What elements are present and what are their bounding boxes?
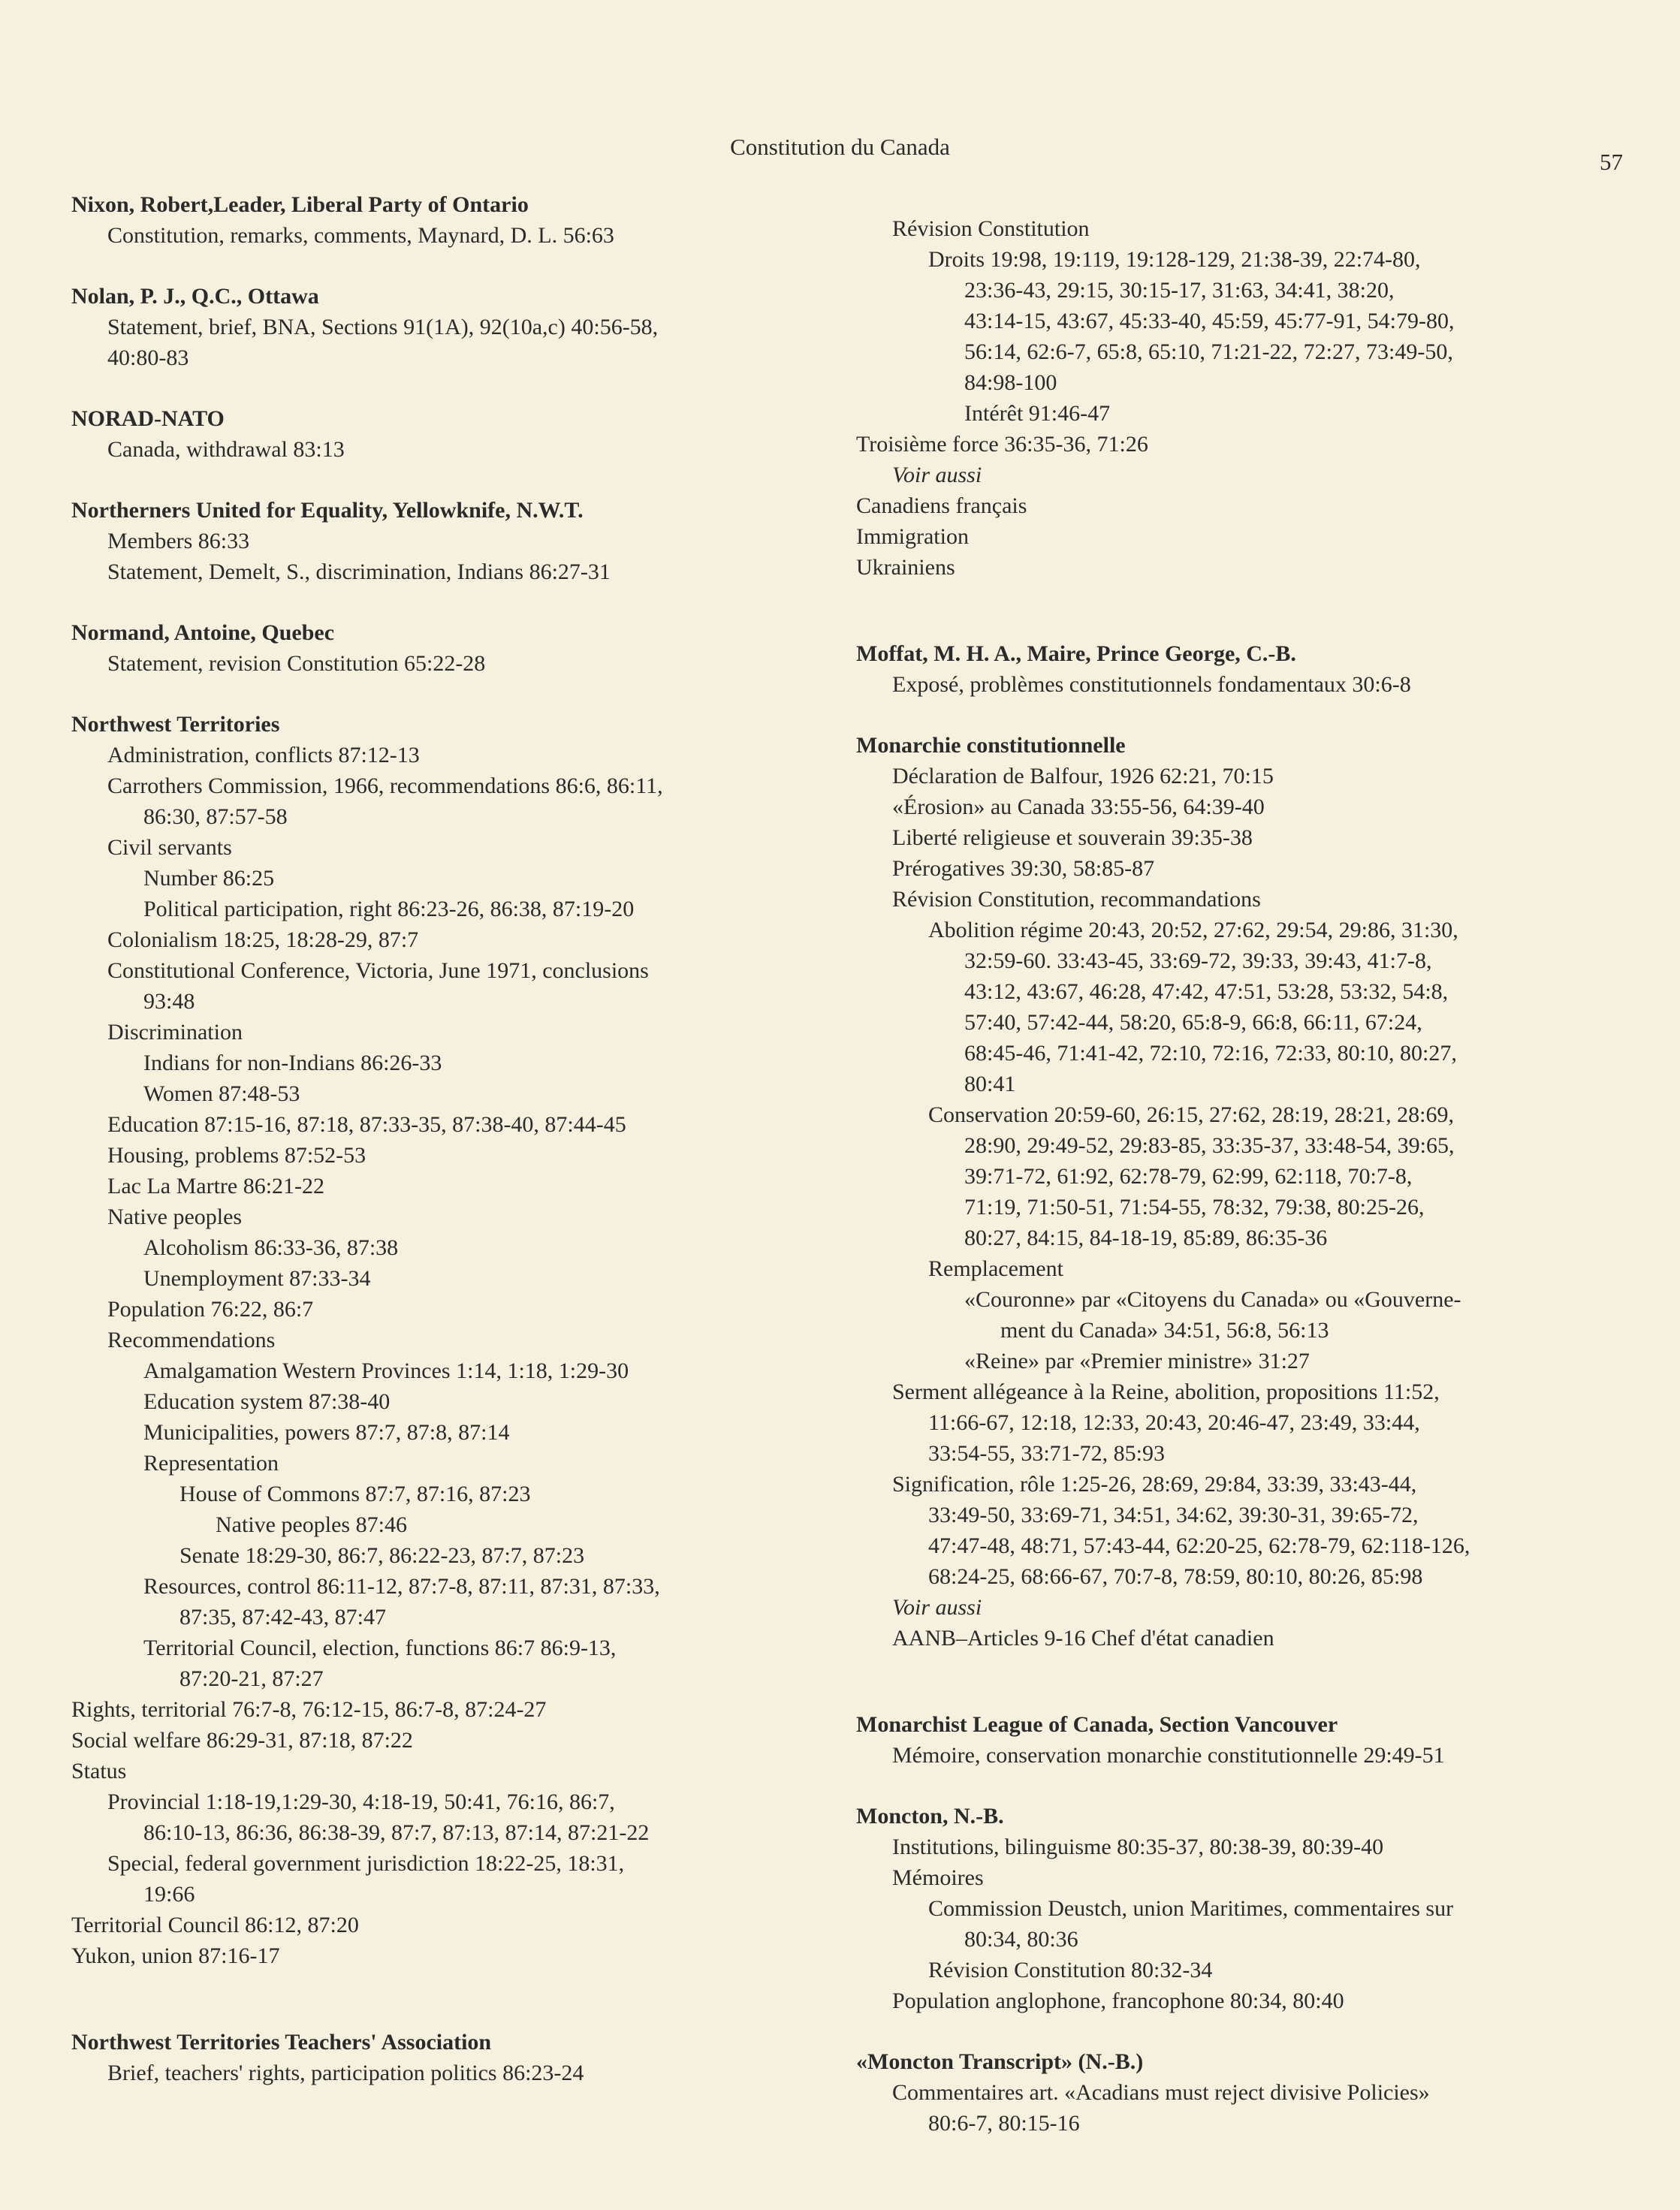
entry-subline: Unemployment 87:33-34 (143, 1266, 371, 1291)
entry-line-continued: 68:45-46, 71:41-42, 72:10, 72:16, 72:33, 80:10, 80:27, (964, 1041, 1457, 1066)
entry-line-continued: 43:14-15, 43:67, 45:33-40, 45:59, 45:77-91, 54:79-80, (964, 309, 1455, 333)
see-also-item: AANB–Articles 9-16 Chef d'état canadien (892, 1626, 1274, 1651)
entry-line: Colonialism 18:25, 18:28-29, 87:7 (107, 927, 419, 952)
index-entry-northwest-territories (71, 709, 860, 1971)
entry-line: Révision Constitution, recommandations (892, 887, 1261, 912)
entry-line: Canada, withdrawal 83:13 (107, 437, 345, 462)
entry-subsubline: «Reine» par «Premier ministre» 31:27 (964, 1349, 1310, 1373)
index-entry-norad (71, 403, 860, 465)
index-entry-northerners (71, 495, 860, 587)
running-head: Constitution du Canada (730, 134, 950, 160)
page-number: 57 (1600, 149, 1623, 175)
entry-line-continued: 19:66 (143, 1882, 195, 1907)
entry-heading: Nolan, P. J., Q.C., Ottawa (71, 284, 319, 309)
index-entry-moncton-transcript (856, 2046, 1652, 2139)
left-column (71, 189, 860, 2118)
entry-line: Mémoire, conservation monarchie constitutionnelle 29:49-51 (892, 1743, 1445, 1768)
index-entry-revision-continued (856, 213, 1652, 583)
entry-subline: Amalgamation Western Provinces 1:14, 1:18, 1:29-30 (143, 1358, 629, 1383)
entry-subline: Resources, control 86:11-12, 87:7-8, 87:11, 87:31, 87:33, (143, 1574, 660, 1599)
index-entry-monarchie (856, 730, 1652, 1654)
right-column (856, 213, 1652, 2169)
entry-line: Exposé, problèmes constitutionnels fondamentaux 30:6-8 (892, 672, 1411, 697)
entry-line-continued: 80:41 (964, 1072, 1016, 1096)
entry-line: «Érosion» au Canada 33:55-56, 64:39-40 (892, 794, 1265, 819)
entry-line: Commentaires art. «Acadians must reject divisive Policies» (892, 2080, 1430, 2105)
entry-subsubline: Native peoples 87:46 (216, 1512, 407, 1537)
entry-line: Statement, brief, BNA, Sections 91(1A), 92(10a,c) 40:56-58, (107, 315, 659, 339)
see-also-label: Voir aussi (892, 1595, 982, 1620)
entry-line: Prérogatives 39:30, 58:85-87 (892, 856, 1155, 881)
entry-line: Carrothers Commission, 1966, recommendations 86:6, 86:11, (107, 773, 663, 798)
entry-line: Education 87:15-16, 87:18, 87:33-35, 87:38-40, 87:44-45 (107, 1112, 626, 1137)
entry-line: Housing, problems 87:52-53 (107, 1143, 366, 1168)
index-entry-nwt-teachers (71, 2027, 860, 2088)
entry-line-continued: 57:40, 57:42-44, 58:20, 65:8-9, 66:8, 66:11, 67:24, (964, 1010, 1422, 1035)
entry-heading: NORAD-NATO (71, 406, 225, 431)
entry-heading: Monarchist League of Canada, Section Vancouver (856, 1712, 1338, 1737)
entry-heading: Moffat, M. H. A., Maire, Prince George, C.-B. (856, 641, 1296, 666)
see-also-item: Immigration (856, 524, 969, 549)
entry-line: Population anglophone, francophone 80:34, 80:40 (892, 1988, 1344, 2013)
entry-line: Mémoires (892, 1865, 984, 1890)
entry-subline: Commission Deustch, union Maritimes, commentaires sur (928, 1896, 1454, 1921)
entry-subline: Conservation 20:59-60, 26:15, 27:62, 28:19, 28:21, 28:69, (928, 1102, 1454, 1127)
entry-line-continued: 39:71-72, 61:92, 62:78-79, 62:99, 62:118, 70:7-8, (964, 1164, 1413, 1189)
entry-subline: Indians for non-Indians 86:26-33 (143, 1051, 442, 1075)
entry-line-continued: ment du Canada» 34:51, 56:8, 56:13 (1000, 1318, 1329, 1343)
entry-line-continued: 80:34, 80:36 (964, 1927, 1078, 1952)
entry-subline: Abolition régime 20:43, 20:52, 27:62, 29:54, 29:86, 31:30, (928, 918, 1458, 942)
entry-subline: Municipalities, powers 87:7, 87:8, 87:14 (143, 1420, 510, 1445)
entry-line: Population 76:22, 86:7 (107, 1297, 314, 1322)
entry-subline: Révision Constitution 80:32-34 (928, 1958, 1213, 1982)
entry-line-continued: 87:20-21, 87:27 (179, 1666, 324, 1691)
index-entry-monarchist-league (856, 1709, 1652, 1771)
entry-line-continued: 43:12, 43:67, 46:28, 47:42, 47:51, 53:28, 53:32, 54:8, (964, 979, 1449, 1004)
entry-subline: Territorial Council, election, functions 86:7 86:9-13, (143, 1636, 617, 1660)
entry-line: Civil servants (107, 835, 232, 860)
entry-line: Discrimination (107, 1020, 243, 1045)
entry-heading: Northerners United for Equality, Yellowknife, N.W.T. (71, 498, 584, 523)
entry-line: Statement, revision Constitution 65:22-28 (107, 651, 486, 676)
entry-subline: Special, federal government jurisdiction 18:22-25, 18:31, (107, 1851, 625, 1876)
entry-line: Native peoples (107, 1204, 243, 1229)
entry-line-continued: 80:27, 84:15, 84-18-19, 85:89, 86:35-36 (964, 1226, 1328, 1250)
entry-line: Territorial Council 86:12, 87:20 (71, 1913, 359, 1937)
see-also-item: Ukrainiens (856, 555, 955, 580)
entry-heading: «Moncton Transcript» (N.-B.) (856, 2049, 1144, 2074)
entry-line-continued: 23:36-43, 29:15, 30:15-17, 31:63, 34:41, 38:20, (964, 278, 1395, 303)
entry-line: Liberté religieuse et souverain 39:35-38 (892, 825, 1253, 850)
entry-line: Serment allégeance à la Reine, abolition, propositions 11:52, (892, 1379, 1440, 1404)
entry-heading: Normand, Antoine, Quebec (71, 620, 335, 645)
entry-subline: Remplacement (928, 1256, 1063, 1281)
entry-line-continued: 87:35, 87:42-43, 87:47 (179, 1605, 386, 1630)
entry-line-continued: 86:30, 87:57-58 (143, 804, 288, 829)
entry-line-continued: 11:66-67, 12:18, 12:33, 20:43, 20:46-47, 23:49, 33:44, (928, 1410, 1420, 1435)
entry-line: Constitution, remarks, comments, Maynard, D. L. 56:63 (107, 223, 614, 248)
entry-subsubline: Senate 18:29-30, 86:7, 86:22-23, 87:7, 87:23 (179, 1543, 585, 1568)
see-also-item: Canadiens français (856, 493, 1027, 518)
entry-line-continued: 93:48 (143, 989, 195, 1014)
entry-line-continued: 68:24-25, 68:66-67, 70:7-8, 78:59, 80:10, 80:26, 85:98 (928, 1564, 1423, 1589)
entry-line: Social welfare 86:29-31, 87:18, 87:22 (71, 1728, 413, 1753)
entry-line: Révision Constitution (892, 216, 1090, 241)
entry-subsubline: House of Commons 87:7, 87:16, 87:23 (179, 1482, 531, 1506)
entry-line: Déclaration de Balfour, 1926 62:21, 70:15 (892, 764, 1274, 788)
entry-line: Statement, Demelt, S., discrimination, Indians 86:27-31 (107, 559, 611, 584)
entry-line: Administration, conflicts 87:12-13 (107, 743, 420, 767)
entry-subline: Number 86:25 (143, 866, 275, 891)
see-also-label: Voir aussi (892, 463, 982, 487)
index-entry-moffat (856, 638, 1652, 700)
entry-line-continued: 56:14, 62:6-7, 65:8, 65:10, 71:21-22, 72:27, 73:49-50, (964, 339, 1453, 364)
entry-heading: Northwest Territories (71, 712, 280, 737)
entry-line-continued: 33:54-55, 33:71-72, 85:93 (928, 1441, 1165, 1466)
entry-line: Institutions, bilinguisme 80:35-37, 80:38-39, 80:39-40 (892, 1835, 1384, 1859)
entry-line-continued: 32:59-60. 33:43-45, 33:69-72, 39:33, 39:43, 41:7-8, (964, 948, 1432, 973)
entry-line: Rights, territorial 76:7-8, 76:12-15, 86:7-8, 87:24-27 (71, 1697, 547, 1722)
entry-subline: Political participation, right 86:23-26, 86:38, 87:19-20 (143, 897, 635, 921)
entry-line-continued: 86:10-13, 86:36, 86:38-39, 87:7, 87:13, 87:14, 87:21-22 (143, 1820, 650, 1845)
index-entry-nixon (71, 189, 860, 251)
entry-subline: Education system 87:38-40 (143, 1389, 391, 1414)
entry-line-continued: 40:80-83 (107, 345, 189, 370)
entry-subline: Droits 19:98, 19:119, 19:128-129, 21:38-39, 22:74-80, (928, 247, 1421, 272)
entry-heading: Monarchie constitutionnelle (856, 733, 1126, 758)
entry-subline: Provincial 1:18-19,1:29-30, 4:18-19, 50:41, 76:16, 86:7, (107, 1789, 615, 1814)
entry-line: Constitutional Conference, Victoria, June 1971, conclusions (107, 958, 649, 983)
index-entry-nolan (71, 281, 860, 373)
entry-subline: Representation (143, 1451, 279, 1476)
entry-heading: Northwest Territories Teachers' Association (71, 2030, 492, 2055)
entry-line-continued: 47:47-48, 48:71, 57:43-44, 62:20-25, 62:78-79, 62:118-126, (928, 1533, 1470, 1558)
entry-line: Yukon, union 87:16-17 (71, 1943, 280, 1968)
entry-heading: Moncton, N.-B. (856, 1804, 1004, 1829)
entry-line-continued: 33:49-50, 33:69-71, 34:51, 34:62, 39:30-31, 39:65-72, (928, 1503, 1419, 1527)
entry-line: Status (71, 1759, 127, 1783)
entry-subline: Alcoholism 86:33-36, 87:38 (143, 1235, 399, 1260)
entry-line: Members 86:33 (107, 529, 250, 553)
index-entry-normand (71, 617, 860, 679)
entry-line: Troisième force 36:35-36, 71:26 (856, 432, 1148, 457)
entry-line: Signification, rôle 1:25-26, 28:69, 29:84, 33:39, 33:43-44, (892, 1472, 1417, 1497)
entry-line-continued: 28:90, 29:49-52, 29:83-85, 33:35-37, 33:48-54, 39:65, (964, 1133, 1455, 1158)
entry-heading: Nixon, Robert,Leader, Liberal Party of Ontario (71, 192, 529, 217)
index-entry-moncton (856, 1801, 1652, 2016)
entry-line-continued: 71:19, 71:50-51, 71:54-55, 78:32, 79:38, 80:25-26, (964, 1195, 1425, 1220)
entry-line-continued: 80:6-7, 80:15-16 (928, 2111, 1080, 2136)
entry-line: Lac La Martre 86:21-22 (107, 1174, 325, 1198)
entry-line: Recommendations (107, 1328, 276, 1352)
entry-subsubline: «Couronne» par «Citoyens du Canada» ou «Gouverne- (964, 1287, 1461, 1312)
entry-subline: Women 87:48-53 (143, 1081, 300, 1106)
entry-line-continued: 84:98-100 (964, 370, 1057, 395)
entry-subline: Intérêt 91:46-47 (964, 401, 1111, 426)
entry-line: Brief, teachers' rights, participation politics 86:23-24 (107, 2061, 584, 2085)
